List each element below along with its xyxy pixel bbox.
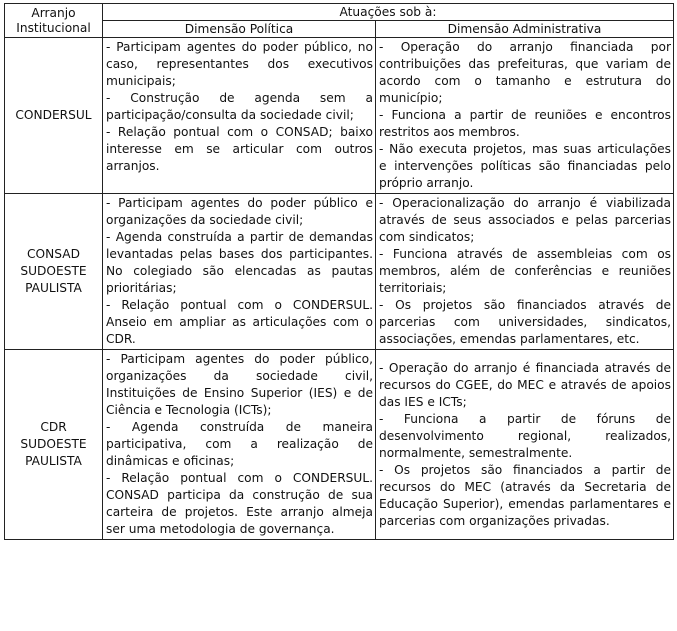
header-atuacoes: Atuações sob à: bbox=[103, 4, 674, 21]
table-row-cdr bbox=[5, 350, 674, 540]
administrativa-item: - Funciona a partir de fóruns de desenvolvimento regional, realizados, normalmente, semestralmente. bbox=[379, 411, 671, 460]
header-row-sub bbox=[5, 21, 674, 38]
header-dimensao-politica: Dimensão Política bbox=[103, 21, 376, 38]
politica-item: - Relação pontual com o CONDERSUL. Anseio em ampliar as articulações com o CDR. bbox=[106, 298, 373, 346]
institutional-arrangements-table bbox=[4, 3, 674, 540]
administrativa-item: - Não executa projetos, mas suas articulações e intervenções políticas são financiadas pelo próprio arranjo. bbox=[379, 142, 671, 190]
arranjo-name: CDR SUDOESTE PAULISTA bbox=[5, 350, 103, 540]
arranjo-name: CONDERSUL bbox=[5, 38, 103, 194]
arranjo-name: CONSAD SUDOESTE PAULISTA bbox=[5, 194, 103, 350]
politica-item: - Relação pontual com o CONDERSUL. CONSAD participa da construção de sua carteira de projetos. Este arranjo almeja ser uma metodologia de governança. bbox=[106, 471, 373, 536]
politica-item: - Agenda construída de maneira participativa, com a realização de dinâmicas e oficinas; bbox=[106, 420, 373, 468]
politica-cell bbox=[103, 350, 376, 540]
politica-item: - Participam agentes do poder público, organizações da sociedade civil, Instituições de Ensino Superior (IES) e de Ciência e Tecnologia (ICTs); bbox=[106, 352, 373, 417]
politica-item: - Construção de agenda sem a participação/consulta da sociedade civil; bbox=[106, 91, 373, 122]
politica-cell bbox=[103, 194, 376, 350]
politica-item: - Participam agentes do poder público e organizações da sociedade civil; bbox=[106, 196, 373, 227]
table-row-condersul bbox=[5, 38, 674, 194]
administrativa-item: - Operacionalização do arranjo é viabilizada através de seus associados e pelas parcerias com sindicatos; bbox=[379, 196, 671, 244]
administrativa-item: - Os projetos são financiados através de parcerias com universidades, sindicatos, associações, emendas parlamentares, etc. bbox=[379, 298, 671, 346]
administrativa-cell bbox=[376, 350, 674, 540]
politica-item: - Relação pontual com o CONSAD; baixo interesse em se articular com outros arranjos. bbox=[106, 125, 373, 173]
administrativa-item: - Operação do arranjo é financiada através de recursos do CGEE, do MEC e através de apoios das IES e ICTs; bbox=[379, 360, 671, 409]
administrativa-item: - Funciona através de assembleias com os membros, além de conferências e reuniões territoriais; bbox=[379, 247, 671, 295]
administrativa-item: - Funciona a partir de reuniões e encontros restritos aos membros. bbox=[379, 108, 671, 139]
header-row-top bbox=[5, 4, 674, 21]
politica-item: - Agenda construída a partir de demandas levantadas pelas bases dos participantes. No colegiado são elencadas as pautas prioritárias; bbox=[106, 230, 373, 295]
header-arranjo: Arranjo Institucional bbox=[5, 4, 103, 38]
politica-item: - Participam agentes do poder público, no caso, representantes dos executivos municipais; bbox=[106, 40, 373, 88]
politica-cell bbox=[103, 38, 376, 194]
administrativa-cell bbox=[376, 38, 674, 194]
table-row-consad bbox=[5, 194, 674, 350]
administrativa-cell bbox=[376, 194, 674, 350]
administrativa-item: - Os projetos são financiados a partir de recursos do MEC (através da Secretaria de Educação Superior), emendas parlamentares e parcerias com organizações privadas. bbox=[379, 462, 671, 528]
header-dimensao-administrativa: Dimensão Administrativa bbox=[376, 21, 674, 38]
administrativa-item: - Operação do arranjo financiada por contribuições das prefeituras, que variam de acordo com o tamanho e estrutura do município; bbox=[379, 40, 671, 105]
